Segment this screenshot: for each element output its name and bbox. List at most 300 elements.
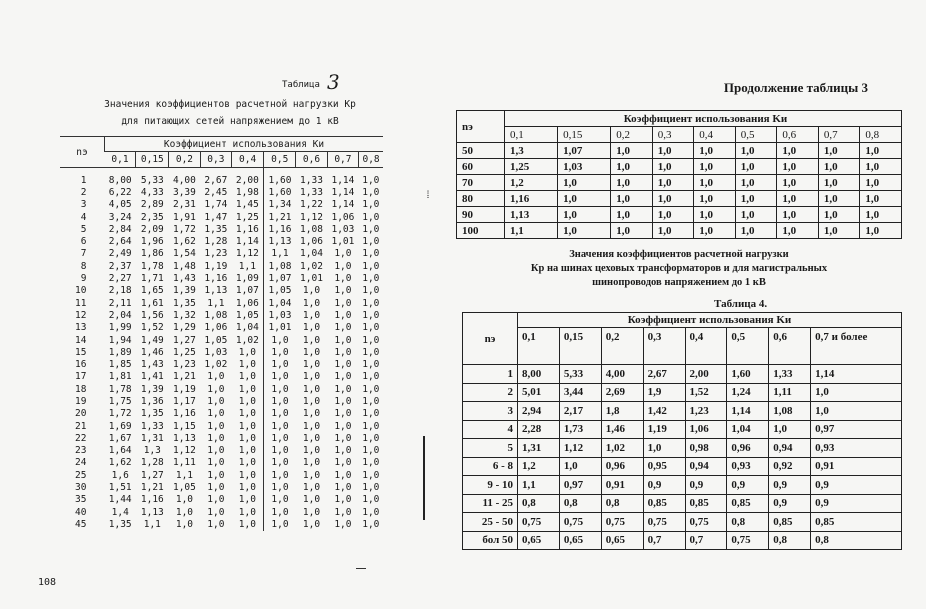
table-cell: 1,89 (108, 346, 132, 358)
table-cell: 1,0 (264, 395, 296, 407)
table-cell: 1,02 (300, 260, 323, 272)
table-cell: 1,02 (601, 439, 643, 458)
table-cell: 1,0 (558, 175, 611, 191)
table-cell: 1,0 (362, 334, 380, 346)
table-cell: 1,02 (235, 334, 259, 346)
table-cell: 1,0 (735, 143, 777, 159)
table-cell: 1,17 (172, 395, 196, 407)
table-cell: 1,12 (559, 439, 601, 458)
table-cell: 4,00 (601, 365, 643, 384)
row-number: 50 (457, 143, 505, 159)
table-row (60, 481, 383, 493)
table-cell: 8,00 (108, 174, 132, 186)
table-cell: 1,0 (302, 506, 321, 518)
table-cell: 1,19 (172, 383, 196, 395)
table-cell: 1,0 (334, 248, 352, 260)
table-cell: 0,98 (685, 439, 727, 458)
table-cell: 1,0 (264, 445, 296, 457)
table-cell: 1,0 (652, 207, 694, 223)
table-cell: 1,78 (140, 260, 164, 272)
table-cell: 1,19 (204, 260, 228, 272)
table-cell: 1,25 (505, 159, 558, 175)
table-cell: 1,0 (238, 506, 256, 518)
table-cell: 1,52 (685, 383, 727, 402)
table-row (60, 309, 383, 321)
table-cell: 1,24 (727, 383, 769, 402)
table-cell: 1,0 (302, 420, 321, 432)
table-cell: 1,65 (140, 285, 164, 297)
table-cell: 1,0 (264, 469, 296, 481)
table-cell: 2,35 (140, 211, 164, 223)
table-row (60, 322, 383, 334)
table-cell: 1,9 (643, 383, 685, 402)
table-row (60, 334, 383, 346)
table-cell: 1,14 (727, 402, 769, 421)
table-cell: 2,64 (108, 236, 132, 248)
margin-mark: ⁞ (425, 190, 432, 201)
table-cell: 1,0 (264, 358, 296, 370)
table-cell: 1,0 (238, 482, 256, 494)
table-cell: 1,0 (238, 457, 256, 469)
table-cell: 1,21 (140, 482, 164, 494)
table-cell: 1,0 (777, 159, 819, 175)
table-cell: 1,12 (235, 248, 259, 260)
table-cell: 1,0 (777, 143, 819, 159)
table-cell: 1,0 (334, 297, 352, 309)
table-cell: 1,07 (558, 143, 611, 159)
table-cell: 1,16 (204, 273, 228, 285)
table-cell: 1,14 (235, 236, 259, 248)
row-number: 2 (80, 186, 87, 198)
table-cell: 1,14 (331, 199, 355, 211)
table-cell: 0,75 (518, 513, 560, 532)
table-cell: 1,0 (302, 432, 321, 444)
table-row (457, 223, 902, 239)
table-row (60, 518, 383, 530)
row-number: 19 (75, 395, 87, 407)
table-cell: 1,0 (207, 506, 225, 518)
table-cell: 1,39 (140, 383, 164, 395)
table-cell: 1,11 (769, 383, 811, 402)
table-cell: 1,0 (302, 334, 321, 346)
table-cell: 1,0 (694, 191, 736, 207)
table-cell: 1,35 (108, 518, 132, 530)
table-cell: 1,03 (204, 346, 228, 358)
table-cell: 1,0 (559, 457, 601, 476)
table-cell: 1,12 (300, 211, 323, 223)
table-cell: 1,21 (172, 371, 196, 383)
column-header: 0,5 (727, 328, 769, 365)
table-cell: 1,27 (172, 334, 196, 346)
column-header: 0,15 (136, 152, 169, 168)
table-cell: 2,31 (172, 199, 196, 211)
table-cell: 1,51 (108, 482, 132, 494)
table-cell: 1,0 (238, 408, 256, 420)
table-cell: 1,0 (818, 207, 860, 223)
table-cell: 1,13 (264, 235, 296, 247)
table-row (457, 159, 902, 175)
coefficient-table-4 (462, 312, 902, 550)
table-cell: 1,0 (334, 445, 352, 457)
table-cell: 2,89 (140, 199, 164, 211)
table-cell: 1,0 (611, 223, 653, 239)
table-cell: 1,0 (334, 346, 352, 358)
table-cell: 1,0 (207, 371, 225, 383)
table-cell: 1,60 (727, 365, 769, 384)
table-cell: 1,0 (818, 143, 860, 159)
margin-line (423, 436, 425, 520)
row-number: 10 (75, 285, 87, 297)
table-cell: 1,25 (235, 211, 259, 223)
table-cell: 1,04 (300, 248, 323, 260)
table-cell: 1,33 (140, 420, 164, 432)
table-cell: 1,06 (235, 297, 259, 309)
table-cell: 1,0 (334, 469, 352, 481)
column-header: 0,15 (558, 127, 611, 143)
table-cell: 1,35 (172, 297, 196, 309)
table-cell: 0,8 (559, 494, 601, 513)
table-cell: 1,05 (172, 482, 196, 494)
table-cell: 3,39 (172, 186, 196, 198)
title-line-1: Значения коэффициентов расчетной нагрузки (569, 249, 789, 260)
table-cell: 2,18 (108, 285, 132, 297)
row-number: 9 - 10 (463, 476, 518, 495)
table-title (60, 96, 400, 130)
table-cell: 1,23 (685, 402, 727, 421)
row-number: 21 (75, 420, 87, 432)
table-cell: 1,05 (264, 285, 296, 297)
table-cell: 1,0 (238, 494, 256, 506)
table-cell: 1,16 (264, 223, 296, 235)
table-row (60, 383, 383, 395)
row-number: 8 (80, 260, 87, 272)
row-header: nэ (457, 111, 505, 143)
table-cell: 1,0 (238, 432, 256, 444)
table-cell: 1,0 (735, 191, 777, 207)
table-row (60, 506, 383, 518)
table-cell: 1,44 (108, 494, 132, 506)
table-cell: 1,33 (300, 186, 323, 198)
table-cell: 1,02 (204, 359, 228, 371)
table-cell: 1,15 (172, 420, 196, 432)
table-cell: 0,75 (727, 531, 769, 550)
column-header: 0,3 (652, 127, 694, 143)
row-number: 16 (75, 359, 87, 371)
row-number: 3 (80, 199, 87, 211)
table-row (457, 143, 902, 159)
row-number: 11 (75, 297, 87, 309)
column-header: 0,5 (264, 152, 296, 168)
table-cell: 1,0 (611, 175, 653, 191)
table-row (60, 248, 383, 260)
group-header: Коэффициент использования Kи (105, 137, 384, 152)
table-cell: 1,74 (204, 199, 228, 211)
table-cell: 1,47 (204, 211, 228, 223)
table-row (60, 420, 383, 432)
table-cell: 1,1 (505, 223, 558, 239)
table-cell: 1,06 (300, 236, 323, 248)
column-header: 0,4 (694, 127, 736, 143)
table-cell: 1,85 (108, 359, 132, 371)
table-row (60, 371, 383, 383)
row-number: 1 (463, 365, 518, 384)
table-row (60, 395, 383, 407)
table-cell: 1,0 (811, 383, 902, 402)
table-cell: 1,0 (302, 359, 321, 371)
table-cell: 1,0 (362, 322, 380, 334)
table-cell: 1,0 (207, 457, 225, 469)
table-cell: 1,72 (172, 223, 196, 235)
title-line-2: Кр на шинах цеховых трансформаторов и для магистральных (530, 263, 828, 274)
table-cell: 1,0 (334, 260, 352, 272)
table-cell: 1,07 (264, 272, 296, 284)
table-cell: 4,00 (172, 174, 196, 186)
table-cell: 1,0 (362, 371, 380, 383)
title-line-2: для питающих сетей напряжением до 1 кВ (121, 116, 339, 127)
table-row (463, 420, 902, 439)
table-cell: 1,21 (264, 211, 296, 223)
table-cell: 1,0 (643, 439, 685, 458)
table-cell: 1,0 (611, 159, 653, 175)
table-cell: 2,69 (601, 383, 643, 402)
table-cell: 1,05 (235, 309, 259, 321)
table-cell: 1,0 (175, 494, 194, 506)
table-cell: 1,14 (331, 186, 355, 198)
table-cell: 2,67 (204, 174, 228, 186)
table-cell: 1,0 (362, 432, 380, 444)
table-cell: 0,8 (811, 531, 902, 550)
table-row (60, 235, 383, 247)
table-cell: 1,0 (264, 518, 296, 530)
table-row (60, 168, 383, 187)
table-cell: 1,0 (207, 518, 225, 530)
table-cell: 1,61 (140, 297, 164, 309)
table-cell: 1,39 (172, 285, 196, 297)
table-cell: 1,1 (238, 260, 256, 272)
table-cell: 1,0 (652, 159, 694, 175)
table-cell: 5,33 (140, 174, 164, 186)
table-row (60, 297, 383, 309)
table-cell: 0,94 (769, 439, 811, 458)
table-cell: 0,75 (601, 513, 643, 532)
table-cell: 2,04 (108, 309, 132, 321)
table-cell: 1,0 (302, 457, 321, 469)
table-cell: 1,14 (811, 365, 902, 384)
table-cell: 0,75 (685, 513, 727, 532)
table-cell: 1,91 (172, 211, 196, 223)
table-cell: 1,0 (302, 322, 321, 334)
column-header: 0,6 (777, 127, 819, 143)
table-cell: 1,0 (735, 207, 777, 223)
table-cell: 0,85 (727, 494, 769, 513)
row-number: 70 (457, 175, 505, 191)
table-cell: 1,03 (264, 309, 296, 321)
table-cell: 1,0 (207, 445, 225, 457)
table-cell: 1,0 (238, 346, 256, 358)
table-cell: 1,14 (331, 174, 355, 186)
table-cell: 1,73 (559, 420, 601, 439)
table-cell: 1,46 (601, 420, 643, 439)
dash-mark (356, 568, 366, 569)
table-row (60, 260, 383, 272)
table-cell: 1,0 (362, 273, 380, 285)
table-cell: 1,0 (777, 175, 819, 191)
column-header: 0,2 (601, 328, 643, 365)
table-cell: 1,0 (735, 223, 777, 239)
table-cell: 1,0 (860, 207, 902, 223)
row-number: 25 - 50 (463, 513, 518, 532)
table-cell: 1,0 (362, 211, 380, 223)
table-cell: 1,0 (818, 175, 860, 191)
table-cell: 4,33 (140, 186, 164, 198)
table-cell: 1,0 (860, 143, 902, 159)
table-cell: 1,0 (334, 371, 352, 383)
table-cell: 1,0 (362, 395, 380, 407)
table-cell: 1,0 (362, 223, 380, 235)
table-cell: 0,7 (685, 531, 727, 550)
row-number: 17 (75, 371, 87, 383)
table-label: Таблица (282, 80, 320, 90)
row-number: 23 (75, 445, 87, 457)
table-cell: 1,0 (264, 457, 296, 469)
table-cell: 1,0 (238, 383, 256, 395)
table-cell: 0,91 (811, 457, 902, 476)
column-header: 0,1 (105, 152, 136, 168)
table-cell: 0,85 (685, 494, 727, 513)
table-cell: 1,43 (140, 359, 164, 371)
column-header: 0,4 (685, 328, 727, 365)
table-cell: 1,0 (611, 207, 653, 223)
table-cell: 0,95 (643, 457, 685, 476)
table-cell: 1,0 (264, 346, 296, 358)
table-cell: 2,37 (108, 260, 132, 272)
table-cell: 1,23 (172, 359, 196, 371)
table-cell: 1,35 (204, 223, 228, 235)
row-header: nэ (463, 313, 518, 365)
table-cell: 1,0 (652, 223, 694, 239)
column-header: 0,7 (818, 127, 860, 143)
table-cell: 0,85 (811, 513, 902, 532)
table-cell: 1,0 (264, 371, 296, 383)
table-row (60, 358, 383, 370)
table-cell: 1,03 (331, 223, 355, 235)
table-cell: 1,0 (334, 273, 352, 285)
table-cell: 1,94 (108, 334, 132, 346)
table-cell: 1,33 (300, 174, 323, 186)
table-cell: 1,01 (264, 322, 296, 334)
table-cell: 1,0 (264, 432, 296, 444)
table-cell: 1,62 (172, 236, 196, 248)
table-cell: 1,0 (558, 207, 611, 223)
column-header: 0,6 (296, 152, 327, 168)
table-cell: 1,0 (362, 285, 380, 297)
table-cell: 2,49 (108, 248, 132, 260)
table-cell: 1,0 (238, 420, 256, 432)
table-cell: 1,31 (140, 432, 164, 444)
table-cell: 1,0 (694, 207, 736, 223)
table-row (457, 175, 902, 191)
table-cell: 1,0 (207, 469, 225, 481)
table-cell: 1,56 (140, 309, 164, 321)
table-cell: 1,8 (601, 402, 643, 421)
table-row (60, 186, 383, 198)
table-cell: 5,33 (559, 365, 601, 384)
table-cell: 1,01 (300, 273, 323, 285)
table-cell: 1,0 (207, 482, 225, 494)
table-cell: 1,0 (362, 186, 380, 198)
left-page (0, 0, 440, 609)
row-number: 20 (75, 408, 87, 420)
table-cell: 1,0 (302, 494, 321, 506)
table-cell: 0,85 (769, 513, 811, 532)
column-header: 0,3 (643, 328, 685, 365)
table-cell: 1,98 (235, 186, 259, 198)
table-cell: 1,48 (172, 260, 196, 272)
row-number: 45 (75, 518, 87, 530)
table-cell: 3,24 (108, 211, 132, 223)
table-row (60, 199, 383, 211)
table-cell: 0,9 (769, 476, 811, 495)
table-cell: 0,9 (811, 476, 902, 495)
table-cell: 1,06 (685, 420, 727, 439)
row-number: 11 - 25 (463, 494, 518, 513)
table-cell: 1,0 (362, 457, 380, 469)
table-cell: 1,69 (108, 420, 132, 432)
table-cell: 1,0 (362, 408, 380, 420)
table-cell: 0,93 (811, 439, 902, 458)
table-cell: 1,0 (694, 175, 736, 191)
table-row (463, 365, 902, 384)
row-header: nэ (60, 137, 105, 168)
table-cell: 1,0 (362, 346, 380, 358)
table-cell: 1,1 (207, 297, 225, 309)
table-cell: 0,9 (643, 476, 685, 495)
table-cell: 1,0 (334, 309, 352, 321)
table-cell: 1,1 (518, 476, 560, 495)
row-number: 4 (80, 211, 87, 223)
table-cell: 1,0 (362, 359, 380, 371)
table-cell: 1,03 (558, 159, 611, 175)
table-cell: 0,94 (685, 457, 727, 476)
row-number: 40 (75, 506, 87, 518)
table-cell: 2,17 (559, 402, 601, 421)
table-cell: 1,04 (235, 322, 259, 334)
table-cell: 1,0 (264, 506, 296, 518)
table-cell: 0,97 (811, 420, 902, 439)
column-header: 0,4 (232, 152, 264, 168)
table-cell: 1,0 (207, 432, 225, 444)
table-4-label: Таблица 4. (714, 298, 768, 310)
column-header: 0,6 (769, 328, 811, 365)
row-number: 5 (463, 439, 518, 458)
table-cell: 1,0 (302, 518, 321, 530)
table-cell: 1,0 (652, 143, 694, 159)
table-cell: 4,05 (108, 199, 132, 211)
table-cell: 1,36 (140, 395, 164, 407)
table-cell: 1,09 (235, 273, 259, 285)
table-cell: 1,0 (334, 408, 352, 420)
row-number: 60 (457, 159, 505, 175)
row-number: 100 (457, 223, 505, 239)
table-cell: 1,28 (204, 236, 228, 248)
coefficient-table-continuation (456, 110, 902, 239)
column-header: 0,2 (611, 127, 653, 143)
table-cell: 1,0 (860, 175, 902, 191)
table-cell: 1,0 (362, 518, 380, 530)
table-cell: 0,75 (643, 513, 685, 532)
row-number: 25 (75, 469, 87, 481)
table-cell: 1,28 (140, 457, 164, 469)
